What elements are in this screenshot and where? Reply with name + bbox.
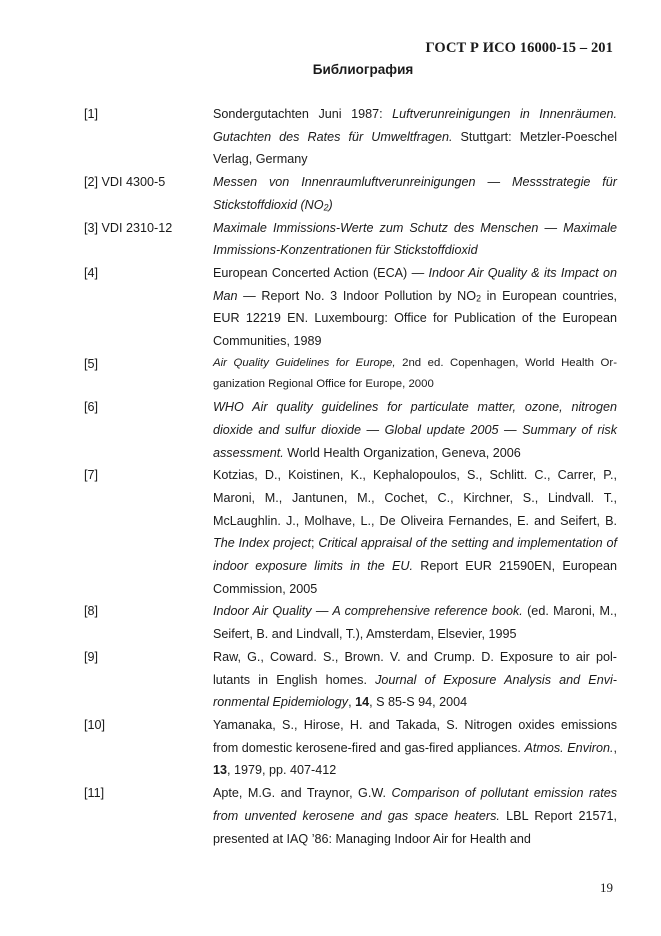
reference-text	[213, 171, 617, 216]
reference-text-segment: 14	[355, 695, 370, 710]
reference-text-segment: 13	[213, 763, 228, 778]
reference-label: [10]	[84, 717, 106, 732]
reference-text-segment: Atmos. Environ.	[524, 740, 614, 755]
page-number: 19	[600, 880, 613, 895]
reference-text-segment: 2	[323, 202, 329, 213]
reference-entry	[84, 171, 617, 216]
reference-entry	[84, 353, 617, 396]
reference-text	[213, 646, 617, 714]
reference-text-segment: WHO Air quality guidelines for particulate matter, ozone, nitrogen dioxide and sulfur dioxide — Global update 2005 — Summary of risk assessment.	[213, 400, 617, 460]
reference-text-segment: Indoor Air Quality — A comprehensive reference book.	[213, 604, 523, 619]
reference-text-segment: Sondergutachten Juni 1987:	[213, 107, 393, 121]
reference-text	[213, 353, 617, 396]
reference-text-segment: World Health Organization, Geneva, 2006	[283, 445, 521, 460]
reference-label: [7]	[84, 468, 99, 483]
reference-label: [8]	[84, 604, 99, 619]
reference-entry	[84, 600, 617, 645]
reference-text-segment: 2	[476, 292, 481, 303]
reference-text-segment: Comparison of pollutant emission rates from unvented kerosene and gas space heaters.	[213, 786, 617, 823]
reference-text-segment: European Concerted Action (ECA) —	[213, 265, 429, 280]
reference-entry	[84, 103, 617, 171]
reference-label: [6]	[84, 400, 99, 415]
reference-text	[213, 782, 617, 850]
reference-label: [9]	[84, 649, 99, 664]
reference-text	[213, 464, 617, 600]
document-header: ГОСТ Р ИСО 16000-15 – 201	[425, 40, 613, 56]
bibliography-list	[84, 103, 617, 850]
reference-entry	[84, 217, 617, 262]
reference-text-segment: Critical appraisal of the setting and implementation of indoor exposure limits in the EU.	[213, 536, 617, 574]
reference-label: [5]	[84, 356, 99, 371]
reference-text-segment: Air Quality Guidelines for Europe,	[213, 356, 396, 369]
reference-entry	[84, 714, 617, 782]
reference-text-segment: Raw, G., Coward. S., Brown. V. and Crump. D. Exposure to air pollutants in English homes.	[213, 649, 617, 687]
reference-text-segment: , 1979, pp. 407-412	[227, 763, 337, 778]
reference-text-segment: ,	[613, 740, 617, 755]
reference-label: [11]	[84, 786, 105, 801]
reference-label: [3] VDI 2310-12	[84, 220, 173, 235]
reference-entry	[84, 782, 617, 850]
reference-text-segment: Journal of Exposure Analysis and Environmental Epidemiology	[213, 672, 617, 710]
page-title: Библиография	[312, 62, 414, 77]
reference-text-segment: Stuttgart: Metzler-Poeschel Verlag, Germany	[213, 129, 617, 167]
reference-text-segment: )	[328, 197, 333, 212]
reference-text	[213, 600, 617, 645]
reference-entry	[84, 262, 617, 353]
reference-text-segment: 2nd ed. Copenhagen, World Health Organization Regional Office for Europe, 2000	[213, 356, 617, 391]
reference-text-segment: Apte, M.G. and Traynor, G.W.	[213, 786, 392, 801]
reference-text-segment: — Report No. 3 Indoor Pollution by NO	[237, 288, 477, 303]
reference-text-segment: Indoor Air Quality & its Impact on Man	[213, 265, 617, 303]
reference-text-segment: The Index project	[213, 536, 312, 551]
reference-label: [4]	[84, 265, 99, 280]
reference-text	[213, 396, 617, 464]
reference-text-segment: Yamanaka, S., Hirose, H. and Takada, S. Nitrogen oxides emissions from domestic kerosene-fired and gas-fired appliances.	[213, 717, 617, 755]
reference-text-segment: in European countries, EUR 12219 EN. Luxembourg: Office for Publication of the European Communities, 1989	[213, 288, 617, 349]
reference-text-segment: Report EUR 21590EN, European Commission, 2005	[213, 559, 617, 596]
reference-label: [1]	[84, 107, 99, 121]
reference-text-segment: Messen von Innenraumluftverunreinigungen — Messstrategie für Stickstoffdioxid (NO	[213, 175, 617, 212]
reference-text-segment: ;	[311, 536, 319, 551]
reference-text-segment: LBL Report 21571, presented at IAQ ’86: Managing Indoor Air for Health and	[213, 808, 617, 846]
reference-text-segment: Luftverunreinigungen in Innenräumen. Gutachten des Rates für Umweltfragen.	[213, 107, 617, 144]
reference-entry	[84, 464, 617, 600]
reference-text-segment: ,	[348, 695, 356, 710]
reference-text	[213, 714, 617, 782]
reference-text	[213, 262, 617, 353]
reference-entry	[84, 396, 617, 464]
reference-text	[213, 103, 617, 171]
reference-text-segment: Kotzias, D., Koistinen, K., Kephalopoulos, S., Schlitt. C., Carrer, P., Maroni, M., Jantunen, M., Cochet, C., Kirchner, S., Lindvall. T., McLaughlin. J., Molhave, L., De Oliveira Fernandes, E. and Seifert, B.	[213, 468, 617, 528]
reference-text-segment: , S 85-S 94, 2004	[369, 695, 468, 710]
reference-label: [2] VDI 4300-5	[84, 175, 166, 190]
reference-entry	[84, 646, 617, 714]
reference-text-segment: (ed. Maroni, M., Seifert, B. and Lindvall, T.), Amsterdam, Elsevier, 1995	[213, 604, 618, 642]
reference-text-segment: Maximale Immissions-Werte zum Schutz des Menschen — Maximale Immissions-Konzentrationen für Stickstoffdioxid	[213, 220, 617, 258]
reference-text	[213, 217, 617, 262]
